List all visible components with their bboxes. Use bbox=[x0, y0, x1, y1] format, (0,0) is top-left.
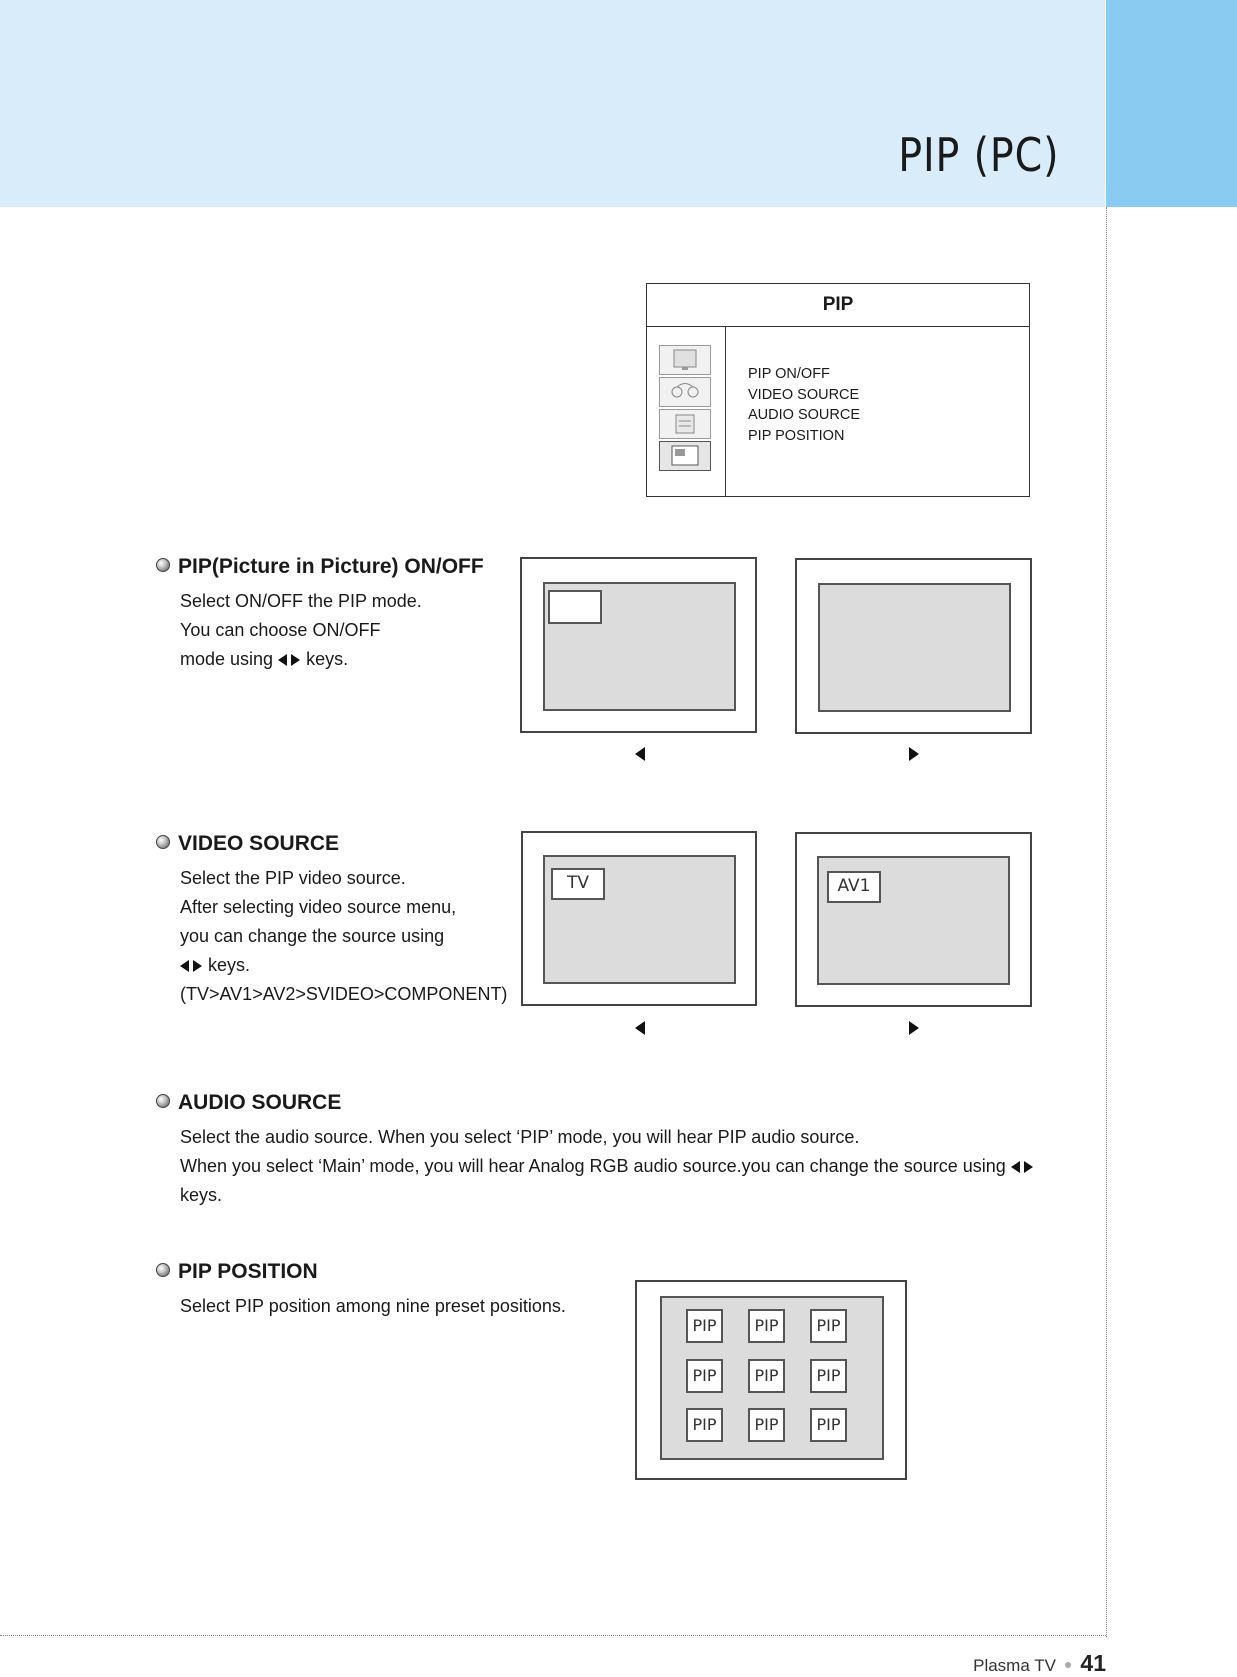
body-line-keys: keys. bbox=[180, 951, 507, 980]
screen-pip-positions bbox=[635, 1280, 907, 1480]
position-cell-middle-left[interactable]: PIP bbox=[686, 1359, 723, 1393]
body-line: Select the PIP video source. bbox=[180, 868, 406, 888]
position-cell-bottom-right[interactable]: PIP bbox=[810, 1408, 847, 1442]
footer-dot-icon: ● bbox=[1063, 1656, 1073, 1672]
right-arrow-icon bbox=[909, 1021, 919, 1035]
menu-item-pip-onoff[interactable]: PIP ON/OFF bbox=[748, 366, 830, 382]
left-arrow-icon bbox=[278, 654, 287, 666]
footer-product: Plasma TV bbox=[973, 1656, 1056, 1675]
section-heading-audio-source: AUDIO SOURCE bbox=[156, 1091, 341, 1115]
body-line: Select the audio source. When you select ‘PIP’ mode, you will hear PIP audio source. bbox=[180, 1127, 860, 1147]
screen-pip-off bbox=[795, 558, 1032, 734]
body-line-keys: When you select ‘Main’ mode, you will hear Analog RGB audio source.you can change the source using bbox=[180, 1152, 1039, 1181]
page-title: PIP (PC) bbox=[897, 128, 1059, 182]
section-body-video-source bbox=[180, 864, 507, 1009]
page-number: 41 bbox=[1080, 1650, 1106, 1676]
position-cell-top-left[interactable]: PIP bbox=[686, 1309, 723, 1343]
pip-menu-icon bbox=[659, 441, 711, 471]
position-grid bbox=[660, 1296, 884, 1460]
body-line: After selecting video source menu, bbox=[180, 897, 457, 917]
left-arrow-icon bbox=[635, 1021, 645, 1035]
screen-pip-on bbox=[520, 557, 757, 733]
section-body-audio-source bbox=[180, 1123, 1039, 1210]
menu-icon-column bbox=[647, 327, 726, 496]
body-line: you can change the source using bbox=[180, 926, 445, 946]
section-heading-pip-position: PIP POSITION bbox=[156, 1260, 318, 1284]
source-sequence: (TV>AV1>AV2>SVIDEO>COMPONENT) bbox=[180, 984, 508, 1004]
side-tab-band bbox=[1106, 0, 1237, 207]
bullet-icon bbox=[156, 558, 170, 572]
right-arrow-icon bbox=[291, 654, 300, 666]
body-line: Select PIP position among nine preset positions. bbox=[180, 1296, 566, 1316]
right-arrow-icon bbox=[909, 747, 919, 761]
section-body-pip-position bbox=[180, 1292, 566, 1321]
main-picture bbox=[543, 582, 736, 711]
bottom-dotted-rule bbox=[0, 1635, 1106, 1636]
screen-source-av1 bbox=[795, 832, 1032, 1007]
menu-item-pip-position[interactable]: PIP POSITION bbox=[748, 427, 845, 444]
position-cell-bottom-center[interactable]: PIP bbox=[748, 1408, 785, 1442]
main-picture bbox=[543, 855, 736, 984]
setup-menu-icon bbox=[659, 409, 711, 439]
menu-item-audio-source[interactable]: AUDIO SOURCE bbox=[748, 407, 860, 423]
pip-menu-items bbox=[748, 364, 860, 446]
body-line-keys: mode using keys. bbox=[180, 649, 349, 669]
left-arrow-icon bbox=[635, 747, 645, 761]
main-picture bbox=[817, 856, 1010, 985]
position-cell-middle-center[interactable]: PIP bbox=[748, 1359, 785, 1393]
sound-menu-icon bbox=[659, 377, 711, 407]
section-heading-pip-onoff: PIP(Picture in Picture) ON/OFF bbox=[156, 555, 484, 579]
section-body-pip-onoff bbox=[180, 587, 422, 674]
left-arrow-icon bbox=[180, 960, 189, 972]
pip-window bbox=[548, 590, 602, 624]
position-cell-top-right[interactable]: PIP bbox=[810, 1309, 847, 1343]
left-arrow-icon bbox=[1011, 1161, 1020, 1173]
right-arrow-icon bbox=[1024, 1161, 1033, 1173]
pip-source-label: AV1 bbox=[827, 871, 881, 903]
bullet-icon bbox=[156, 835, 170, 849]
position-cell-bottom-left[interactable]: PIP bbox=[686, 1408, 723, 1442]
body-line: Select ON/OFF the PIP mode. bbox=[180, 591, 422, 611]
right-arrow-icon bbox=[193, 960, 202, 972]
pip-source-label: TV bbox=[551, 868, 605, 900]
position-cell-top-center[interactable]: PIP bbox=[748, 1309, 785, 1343]
main-picture bbox=[818, 583, 1011, 712]
right-dotted-rule bbox=[1106, 207, 1107, 1637]
bullet-icon bbox=[156, 1094, 170, 1108]
position-cell-middle-right[interactable]: PIP bbox=[810, 1359, 847, 1393]
body-line: keys. bbox=[180, 1185, 223, 1205]
section-heading-video-source: VIDEO SOURCE bbox=[156, 832, 339, 856]
pip-menu-box bbox=[646, 283, 1030, 497]
menu-item-video-source[interactable]: VIDEO SOURCE bbox=[748, 386, 860, 403]
pip-menu-title: PIP bbox=[647, 284, 1029, 327]
picture-menu-icon bbox=[659, 345, 711, 375]
bullet-icon bbox=[156, 1263, 170, 1277]
screen-source-tv bbox=[521, 831, 757, 1006]
body-line: You can choose ON/OFF bbox=[180, 620, 381, 640]
